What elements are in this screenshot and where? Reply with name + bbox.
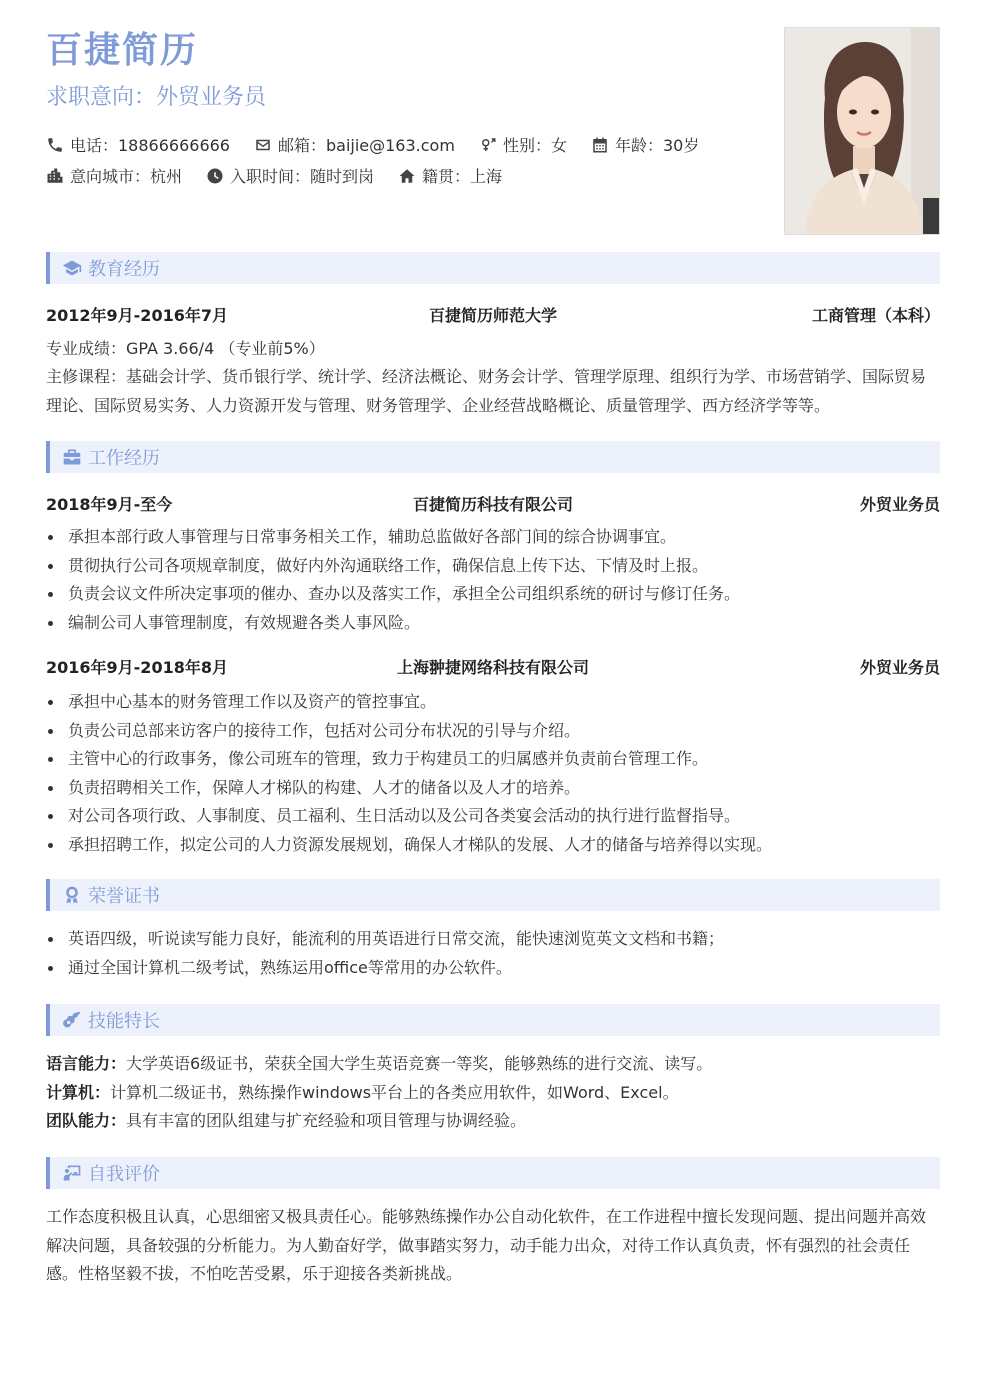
list-item: 编制公司人事管理制度，有效规避各类人事风险。 bbox=[46, 609, 940, 638]
mail-icon bbox=[254, 136, 272, 154]
info-row-1 bbox=[46, 133, 723, 156]
skill-text: 计算机二级证书，熟练操作windows平台上的各类应用软件，如Word、Excel。 bbox=[110, 1083, 679, 1102]
graduation-cap-icon bbox=[62, 258, 82, 278]
calendar-icon bbox=[591, 136, 609, 154]
phone-icon bbox=[46, 136, 64, 154]
city-icon bbox=[46, 167, 64, 185]
job-intent: 求职意向：外贸业务员 bbox=[46, 85, 267, 110]
profile-photo bbox=[784, 27, 940, 235]
guitar-icon bbox=[62, 1010, 82, 1030]
list-item: 负责公司总部来访客户的接待工作，包括对公司分布状况的引导与介绍。 bbox=[46, 717, 940, 746]
section-honors-title: 荣誉证书 bbox=[88, 886, 160, 907]
honors-list bbox=[46, 925, 940, 982]
info-gender bbox=[479, 133, 567, 156]
info-email-text: 邮箱：baijie@163.com bbox=[277, 136, 455, 155]
job-period: 2016年9月-2018年8月 bbox=[46, 658, 228, 677]
skill-text: 大学英语6级证书，荣获全国大学生英语竞赛一等奖，能够熟练的进行交流、读写。 bbox=[126, 1054, 713, 1073]
skill-label: 团队能力： bbox=[46, 1111, 127, 1130]
resume-name: 百捷简历 bbox=[46, 30, 199, 71]
skill-computer bbox=[46, 1079, 940, 1108]
section-education bbox=[46, 252, 940, 284]
education-courses: 主修课程：基础会计学、货币银行学、统计学、经济法概论、财务会计学、管理学原理、组织行为学、市场营销学、国际贸易理论、国际贸易实务、人力资源开发与管理、财务管理学、企业经营战略概论、质量管理学、西方经济学等等。 bbox=[46, 367, 927, 415]
info-gender-text: 性别：女 bbox=[502, 136, 567, 155]
info-hometown bbox=[398, 164, 502, 187]
section-skills-title: 技能特长 bbox=[88, 1011, 160, 1032]
list-item: 负责招聘相关工作，保障人才梯队的构建、人才的储备以及人才的培养。 bbox=[46, 774, 940, 803]
home-icon bbox=[398, 167, 416, 185]
job-entry bbox=[46, 492, 940, 516]
list-item: 对公司各项行政、人事制度、员工福利、生日活动以及公司各类宴会活动的执行进行监督指导。 bbox=[46, 802, 940, 831]
job-role: 外贸业务员 bbox=[859, 658, 940, 677]
job-period: 2018年9月-至今 bbox=[46, 495, 173, 514]
list-item: 通过全国计算机二级考试，熟练运用office等常用的办公软件。 bbox=[46, 954, 940, 983]
job-company: 上海翀捷网络科技有限公司 bbox=[396, 658, 589, 677]
info-age bbox=[591, 133, 699, 156]
section-education-title: 教育经历 bbox=[88, 259, 160, 280]
education-gpa: 专业成绩：GPA 3.66/4 （专业前5%） bbox=[46, 339, 325, 358]
section-work-title: 工作经历 bbox=[88, 448, 160, 469]
info-city bbox=[46, 164, 182, 187]
presentation-icon bbox=[62, 1163, 82, 1183]
education-major: 工商管理（本科） bbox=[811, 306, 940, 325]
job-company: 百捷简历科技有限公司 bbox=[412, 495, 573, 514]
section-self bbox=[46, 1157, 940, 1189]
list-item: 承担本部行政人事管理与日常事务相关工作，辅助总监做好各部门间的综合协调事宜。 bbox=[46, 523, 940, 552]
info-phone bbox=[46, 133, 230, 156]
info-start-text: 入职时间：随时到岗 bbox=[230, 167, 375, 186]
list-item: 贯彻执行公司各项规章制度，做好内外沟通联络工作，确保信息上传下达、下情及时上报。 bbox=[46, 552, 940, 581]
job-entry bbox=[46, 655, 940, 679]
skill-language bbox=[46, 1050, 940, 1079]
gender-icon bbox=[479, 136, 497, 154]
info-city-text: 意向城市：杭州 bbox=[70, 167, 183, 186]
education-entry bbox=[46, 303, 940, 327]
education-school: 百捷简历师范大学 bbox=[428, 306, 557, 325]
skill-label: 计算机： bbox=[46, 1083, 111, 1102]
self-evaluation-text: 工作态度积极且认真，心思细密又极具责任心。能够熟练操作办公自动化软件，在工作进程中擅长发现问题、提出问题并高效解决问题，具备较强的分析能力。为人勤奋好学，做事踏实努力，动手能力出众，对待工作认真负责，怀有强烈的社会责任感。性格坚毅不拔，不怕吃苦受累，乐于迎接各类新挑战。 bbox=[46, 1207, 927, 1283]
education-period: 2012年9月-2016年7月 bbox=[46, 306, 228, 325]
award-icon bbox=[62, 885, 82, 905]
job-duties bbox=[46, 688, 940, 859]
list-item: 主管中心的行政事务，像公司班车的管理，致力于构建员工的归属感并负责前台管理工作。 bbox=[46, 745, 940, 774]
section-honors bbox=[46, 879, 940, 911]
list-item: 承担招聘工作，拟定公司的人力资源发展规划，确保人才梯队的发展、人才的储备与培养得以实现。 bbox=[46, 831, 940, 860]
section-work bbox=[46, 441, 940, 473]
job-duties bbox=[46, 523, 940, 637]
skill-text: 具有丰富的团队组建与扩充经验和项目管理与协调经验。 bbox=[126, 1111, 527, 1130]
info-phone-text: 电话：18866666666 bbox=[70, 136, 230, 155]
section-skills bbox=[46, 1004, 940, 1036]
list-item: 承担中心基本的财务管理工作以及资产的管控事宜。 bbox=[46, 688, 940, 717]
info-age-text: 年龄：30岁 bbox=[614, 136, 700, 155]
list-item: 英语四级，听说读写能力良好，能流利的用英语进行日常交流，能快速浏览英文文档和书籍； bbox=[46, 925, 940, 954]
section-self-title: 自我评价 bbox=[88, 1164, 160, 1185]
skill-label: 语言能力： bbox=[46, 1054, 127, 1073]
info-row-2 bbox=[46, 164, 526, 187]
info-hometown-text: 籍贯：上海 bbox=[422, 167, 503, 186]
briefcase-icon bbox=[62, 447, 82, 467]
skill-team bbox=[46, 1107, 940, 1136]
clock-icon bbox=[206, 167, 224, 185]
info-email bbox=[254, 133, 455, 156]
info-start bbox=[206, 164, 374, 187]
list-item: 负责会议文件所决定事项的催办、查办以及落实工作，承担全公司组织系统的研讨与修订任务。 bbox=[46, 580, 940, 609]
job-role: 外贸业务员 bbox=[859, 495, 940, 514]
